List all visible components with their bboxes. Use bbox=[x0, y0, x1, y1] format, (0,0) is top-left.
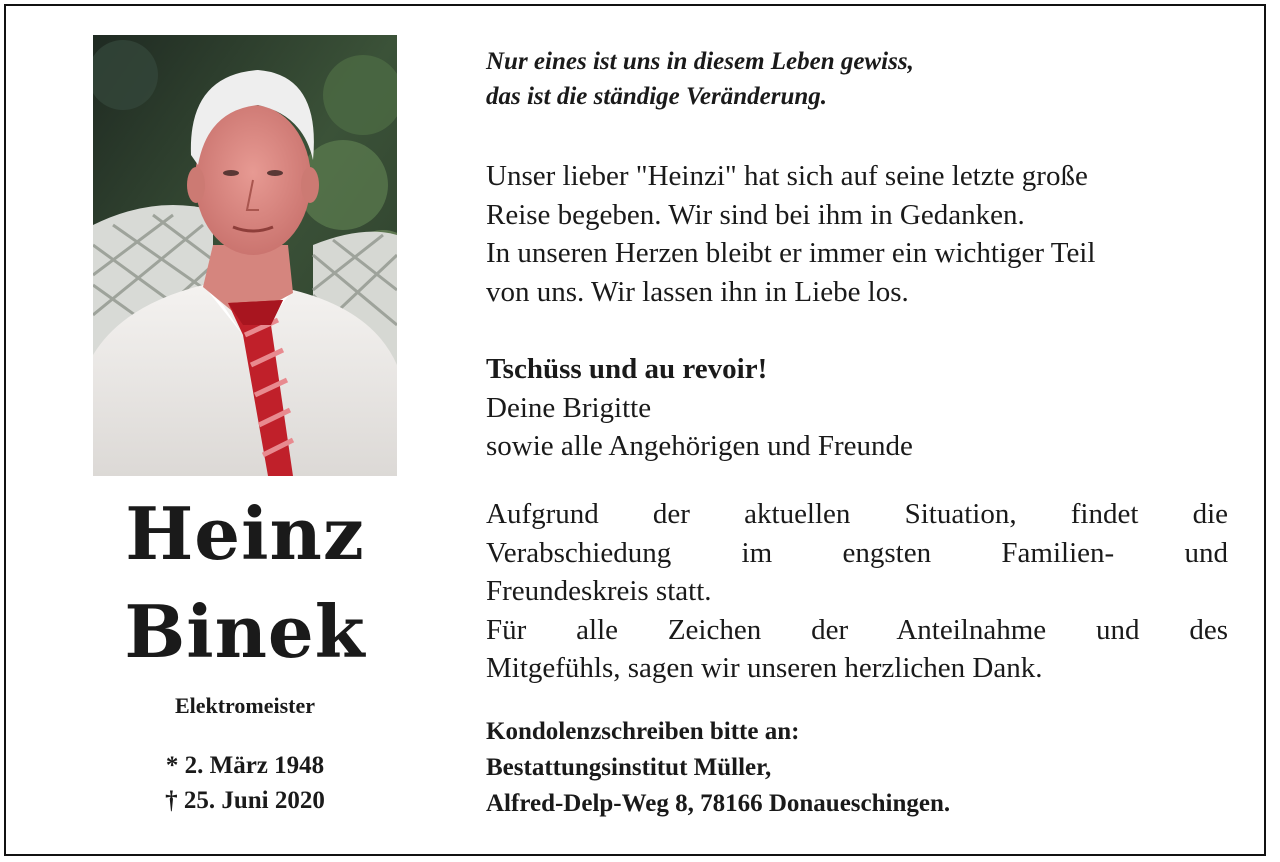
ceremony-line: Aufgrund der aktuellen Situation, findet die bbox=[486, 498, 1228, 530]
address-line: Alfred-Delp-Weg 8, 78166 Donaueschingen. bbox=[486, 790, 951, 817]
message-line: von uns. Wir lassen ihn in Liebe los. bbox=[486, 275, 909, 308]
signature-line: sowie alle Angehörigen und Freunde bbox=[486, 430, 913, 462]
last-name: Binek bbox=[124, 589, 366, 674]
message-line: In unseren Herzen bleibt er immer ein wichtiger Teil bbox=[486, 237, 1096, 269]
ceremony-line: Mitgefühls, sagen wir unseren herzlichen Dank. bbox=[486, 652, 1043, 684]
farewell-greeting: Tschüss und au revoir! bbox=[486, 353, 768, 385]
profession: Elektromeister bbox=[174, 693, 316, 718]
portrait-photo bbox=[93, 35, 397, 476]
farewell-block bbox=[486, 350, 1228, 466]
signature-line: Deine Brigitte bbox=[486, 391, 652, 424]
ceremony-line: Verabschiedung im engsten Familien- und bbox=[486, 536, 1228, 569]
message-line: Unser lieber "Heinzi" hat sich auf seine letzte große bbox=[486, 160, 1088, 192]
address-line: Bestattungsinstitut Müller, bbox=[486, 754, 772, 781]
death-date: † 25. Juni 2020 bbox=[165, 787, 325, 814]
opening-quote bbox=[486, 44, 1228, 114]
ceremony-line: Freundeskreis statt. bbox=[486, 575, 712, 607]
message-line: Reise begeben. Wir sind bei ihm in Gedanken. bbox=[486, 198, 1025, 231]
quote-line: das ist die ständige Veränderung. bbox=[486, 83, 828, 110]
ceremony-paragraph bbox=[486, 495, 1228, 688]
ceremony-line: Für alle Zeichen der Anteilnahme und des bbox=[486, 613, 1228, 646]
life-dates bbox=[93, 748, 397, 818]
message-paragraph bbox=[486, 157, 1228, 311]
quote-line: Nur eines ist uns in diesem Leben gewiss, bbox=[486, 48, 914, 75]
condolence-address bbox=[486, 714, 1228, 822]
address-heading: Kondolenzschreiben bitte an: bbox=[486, 718, 800, 745]
first-name: Heinz bbox=[125, 491, 365, 576]
birth-date: * 2. März 1948 bbox=[165, 752, 325, 779]
